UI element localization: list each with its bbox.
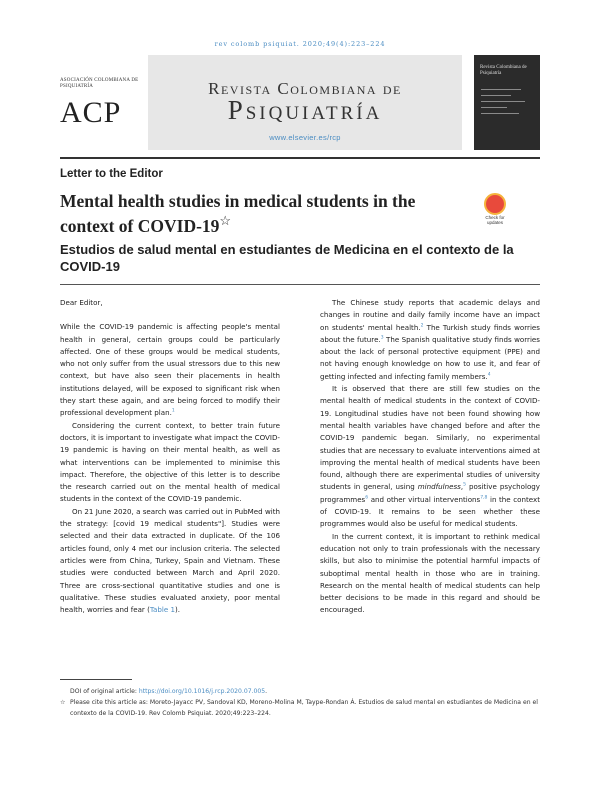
title-divider [60,284,540,285]
paragraph-text: and other virtual interventions [368,494,481,504]
journal-cover-thumbnail [474,55,540,150]
article-title-english [60,190,470,237]
header-divider [60,157,540,159]
paragraph-text: While the COVID-19 pandemic is affecting people's mental health in general, certain groups could be particularly affected. One of these groups would be medical students, who not only suffer from the usual stressors due to this new context, but have also seen their placements in health institutions delayed, will be exposed to significant risk when they start these again, and are being forced to modify their professional development plan. [60,322,280,418]
salutation: Dear Editor, [60,298,103,307]
paragraph: Considering the current context, to better train future doctors, it is important to investigate what impact the COVID-19 pandemic is having on their mental health, as well as what interventions can be implemented to minimise this impact. Therefore, the objective of this letter is to describe the research carried out on the mental health of medical students in the context of the COVID-19 pandemic. [60,420,280,504]
article-title-spanish: Estudios de salud mental en estudiantes de Medicina en el contexto de la COVID-19 [60,242,514,275]
paragraph [60,321,280,419]
reference-link[interactable]: 1 [171,409,175,415]
body-column-right [320,297,540,617]
title-footnote-mark[interactable]: ☆ [219,212,232,228]
table-link[interactable]: Table 1 [149,605,175,615]
logo-small-text: ASOCIACIÓN COLOMBIANA DE PSIQUIATRÍA [60,78,139,89]
section-label: Letter to the Editor [60,168,163,180]
check-updates-icon [484,193,506,215]
check-for-updates-badge[interactable] [477,193,513,229]
paragraph [60,506,280,617]
paragraph-text: in the context of COVID-19. It remains to be seen whether these programmes would also be useful for medical students. [320,494,540,529]
reference-link[interactable]: 3 [380,335,384,341]
emphasis-text: mindfulness [417,482,461,492]
paragraph [320,297,540,383]
paragraph-text: The Spanish qualitative study finds worries about the lack of personal protective equipment (PPE) and not having enough knowledge on how to use it, and fear of getting infected and infecting family members. [320,334,540,381]
check-updates-label: Check for updates [485,215,505,225]
doi-link[interactable]: https://doi.org/10.1016/j.rcp.2020.07.005 [138,688,266,695]
cover-line [481,95,511,96]
footnote-doi [60,686,540,697]
reference-link[interactable]: 2 [420,323,424,329]
title-english-text: Mental health studies in medical students in the context of COVID-19 [60,191,416,236]
reference-link[interactable]: 5 [463,483,466,489]
masthead-title-line2: Psiquiatría [227,95,383,125]
paragraph-text: It is observed that there are still few studies on the mental health of medical students in the context of COVID-19. Longitudinal studies have not been found showing how mental health variables have changed before and after the COVID-19 pandemic began. Similarly, no experimental studies that are necessary to evaluate interventions aimed at improving the mental health of medical students have been found, although there are experimental studies of university students in general, using [320,384,540,492]
reference-link[interactable]: 7,8 [480,495,488,501]
paragraph-spacer [60,309,280,321]
footnote-divider [60,679,132,680]
paragraph-text: positive psychology programmes [320,482,540,504]
reference-link[interactable]: 6 [365,495,369,501]
doi-label: DOI of original article: [70,688,139,695]
doi-end: . [265,688,268,695]
citation-text: Please cite this article as: Moreto-Jayacc PV, Sandoval KD, Moreno-Molina M, Taype-Rondan Á. Estudios de salud mental en estudiantes de Medicina en el contexto de la COVID-19. Rev Colomb Psiquiat. 2020;49:223–224. [70,699,538,717]
cover-line [481,107,507,108]
paragraph-text: On 21 June 2020, a search was carried out in PubMed with the strategy: [covid 19 medical students"]. Studies were selected and their data extracted in duplicate. Of the 106 articles found, only 4 met our inclusion criteria. The selected articles were from China, Turkey, Spain and Vietnam. These studies were conducted between March and April 2020. Three are cross-sectional quantitative studies and one is qualitative. These studies evaluated anxiety, poor mental health, worries and fear ( [60,506,280,615]
journal-masthead [148,55,462,150]
paragraph-text: The Chinese study reports that academic delays and changes in routine and daily family income have an impact on students' mental health. [320,298,540,332]
journal-reference: rev colomb psiquiat. 2020;49(4):223–224 [214,40,386,48]
acp-logo [60,78,142,148]
masthead-title-line1: Revista Colombiana de [208,79,402,98]
reference-link[interactable]: 4 [487,372,491,378]
footnote-citation [60,697,540,719]
cover-line [481,89,521,90]
cover-line [481,101,525,102]
citation-footnote-mark: ☆ [60,699,66,706]
cover-title: Revista Colombiana de Psiquiatría [480,65,527,76]
footnotes [60,686,540,719]
paragraph-text: The Turkish study finds worries about the future. [320,322,540,344]
paragraph-text: , [460,482,464,492]
paragraph: In the current context, it is important to rethink medical education not only to train professionals with the necessary skills, but also to minimise the potential harmful impacts of suboptimal mental health in those who are in training. Research on the mental health of medical students can help better decisions to be made in this regard and should be encouraged. [320,531,540,615]
logo-acp-text: ACP [60,96,122,129]
paragraph-text: ). [174,605,181,615]
masthead-title [148,79,462,126]
journal-url-link[interactable]: www.elsevier.es/rcp [269,133,341,142]
cover-line [481,113,519,114]
paragraph [320,383,540,531]
body-column-left [60,297,280,616]
